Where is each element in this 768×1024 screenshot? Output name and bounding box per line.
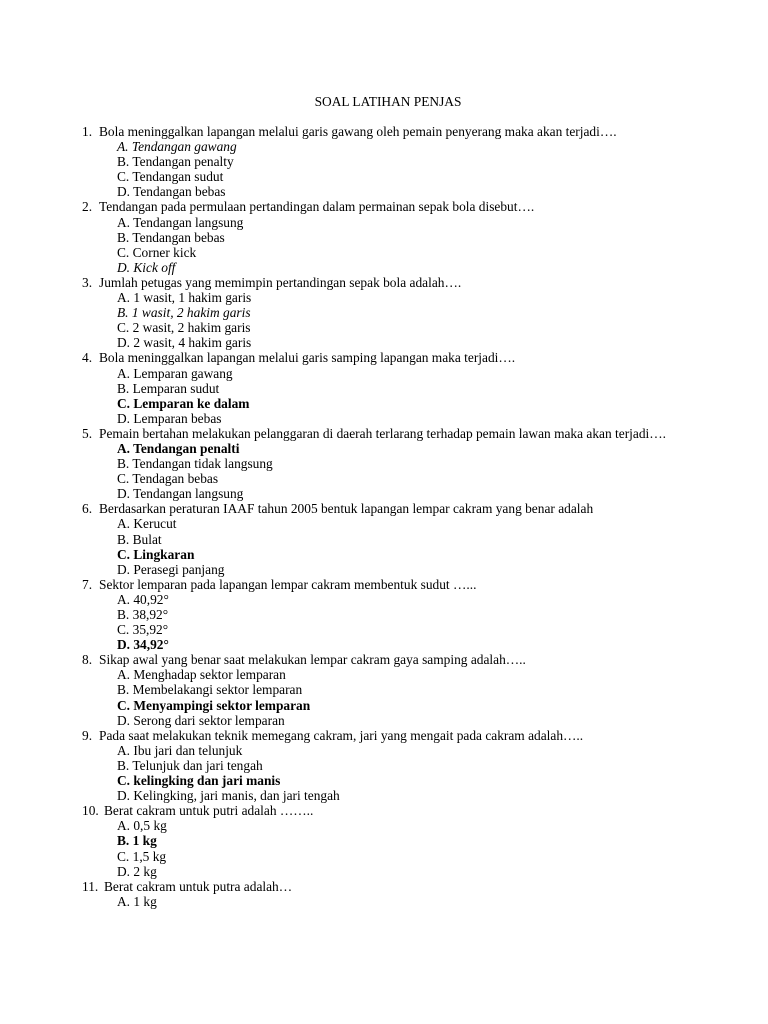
answer-option: A. Lemparan gawang (117, 365, 233, 381)
answer-options (0, 139, 768, 199)
question-item (0, 124, 768, 199)
answer-option: A. Kerucut (117, 516, 177, 532)
question-text: Jumlah petugas yang memimpin pertandingan sepak bola adalah…. (99, 274, 462, 290)
answer-options (0, 215, 768, 275)
question-number: 7. (82, 576, 93, 592)
answer-options (0, 818, 768, 878)
answer-option: B. Telunjuk dan jari tengah (117, 757, 263, 773)
question-number: 8. (82, 652, 93, 668)
page-title: SOAL LATIHAN PENJAS (314, 94, 462, 109)
answer-options (0, 743, 768, 803)
question-item (0, 426, 768, 501)
question-line (0, 426, 768, 441)
question-list (0, 124, 768, 909)
answer-option: D. 2 kg (117, 863, 157, 879)
question-text: Sektor lemparan pada lapangan lempar cakram membentuk sudut …... (99, 576, 477, 592)
question-number: 9. (82, 727, 93, 743)
answer-option: A. Tendangan langsung (117, 214, 244, 230)
answer-option: C. Corner kick (117, 244, 197, 260)
question-item (0, 652, 768, 727)
question-text: Bola meninggalkan lapangan melalui garis samping lapangan maka terjadi…. (99, 350, 516, 366)
answer-options (0, 366, 768, 426)
answer-option: B. 1 kg (117, 833, 157, 849)
answer-option: C. 35,92° (117, 622, 169, 638)
answer-option: D. 34,92° (117, 637, 169, 653)
answer-option: D. Serong dari sektor lemparan (117, 712, 285, 728)
question-text: Bola meninggalkan lapangan melalui garis gawang oleh pemain penyerang maka akan terjadi…. (99, 124, 617, 139)
answer-options (0, 516, 768, 576)
answer-option: A. Menghadap sektor lemparan (117, 667, 286, 683)
answer-option: C. Tendagan bebas (117, 471, 219, 487)
question-number: 11. (82, 878, 99, 894)
answer-option: D. Kick off (117, 259, 176, 275)
answer-option: C. Tendangan sudut (117, 169, 224, 185)
answer-options (0, 441, 768, 501)
question-number: 3. (82, 274, 93, 290)
question-item (0, 879, 768, 909)
answer-option: D. 2 wasit, 4 hakim garis (117, 335, 252, 351)
question-line (0, 577, 768, 592)
answer-option: A. Ibu jari dan telunjuk (117, 742, 243, 758)
answer-option: B. 1 wasit, 2 hakim garis (117, 305, 251, 321)
answer-option: B. 38,92° (117, 607, 169, 622)
answer-option: B. Bulat (117, 531, 162, 547)
question-line (0, 879, 768, 894)
question-item (0, 501, 768, 576)
answer-option: A. 40,92° (117, 591, 169, 607)
answer-option: A. 0,5 kg (117, 818, 167, 834)
answer-option: B. Tendangan bebas (117, 229, 225, 245)
question-item (0, 199, 768, 274)
answer-option: B. Tendangan tidak langsung (117, 456, 273, 472)
question-text: Sikap awal yang benar saat melakukan lempar cakram gaya samping adalah….. (99, 652, 526, 668)
answer-option: D. Tendangan bebas (117, 184, 226, 200)
question-number: 5. (82, 425, 93, 441)
question-line (0, 275, 768, 290)
question-text: Berdasarkan peraturan IAAF tahun 2005 bentuk lapangan lempar cakram yang benar adalah (99, 501, 594, 517)
question-line (0, 803, 768, 818)
question-line (0, 728, 768, 743)
question-number: 1. (82, 124, 93, 139)
question-line (0, 199, 768, 214)
question-text: Berat cakram untuk putri adalah …….. (104, 803, 314, 819)
question-item (0, 275, 768, 350)
answer-option: C. kelingking dan jari manis (117, 773, 281, 789)
answer-option: C. 2 wasit, 2 hakim garis (117, 320, 251, 336)
question-number: 4. (82, 350, 93, 366)
question-number: 2. (82, 199, 93, 215)
question-item (0, 577, 768, 652)
question-text: Pada saat melakukan teknik memegang cakram, jari yang mengait pada cakram adalah….. (99, 727, 584, 743)
question-line (0, 652, 768, 667)
question-text: Pemain bertahan melakukan pelanggaran di daerah terlarang terhadap pemain lawan maka akan terjadi…. (99, 425, 666, 441)
question-line (0, 124, 768, 139)
question-line (0, 350, 768, 365)
answer-option: D. Lemparan bebas (117, 410, 222, 426)
answer-options (0, 290, 768, 350)
answer-options (0, 894, 768, 909)
answer-options (0, 667, 768, 727)
answer-option: A. 1 wasit, 1 hakim garis (117, 290, 252, 306)
question-text: Tendangan pada permulaan pertandingan dalam permainan sepak bola disebut…. (99, 199, 535, 215)
answer-option: C. Lingkaran (117, 546, 195, 562)
question-text: Berat cakram untuk putra adalah… (104, 878, 293, 894)
answer-option: C. 1,5 kg (117, 848, 167, 864)
answer-option: A. Tendangan gawang (117, 139, 237, 155)
question-item (0, 803, 768, 878)
answer-options (0, 592, 768, 652)
answer-option: B. Tendangan penalty (117, 154, 234, 170)
question-item (0, 728, 768, 803)
question-line (0, 501, 768, 516)
answer-option: A. 1 kg (117, 893, 157, 909)
answer-option: A. Tendangan penalti (117, 440, 240, 456)
answer-option: C. Lemparan ke dalam (117, 395, 250, 411)
answer-option: B. Membelakangi sektor lemparan (117, 682, 303, 698)
answer-option: B. Lemparan sudut (117, 380, 220, 396)
answer-option: D. Kelingking, jari manis, dan jari tengah (117, 788, 340, 804)
answer-option: C. Menyampingi sektor lemparan (117, 697, 311, 713)
answer-option: D. Perasegi panjang (117, 561, 225, 577)
question-number: 6. (82, 501, 93, 517)
question-item (0, 350, 768, 425)
question-number: 10. (82, 803, 99, 819)
answer-option: D. Tendangan langsung (117, 486, 244, 502)
